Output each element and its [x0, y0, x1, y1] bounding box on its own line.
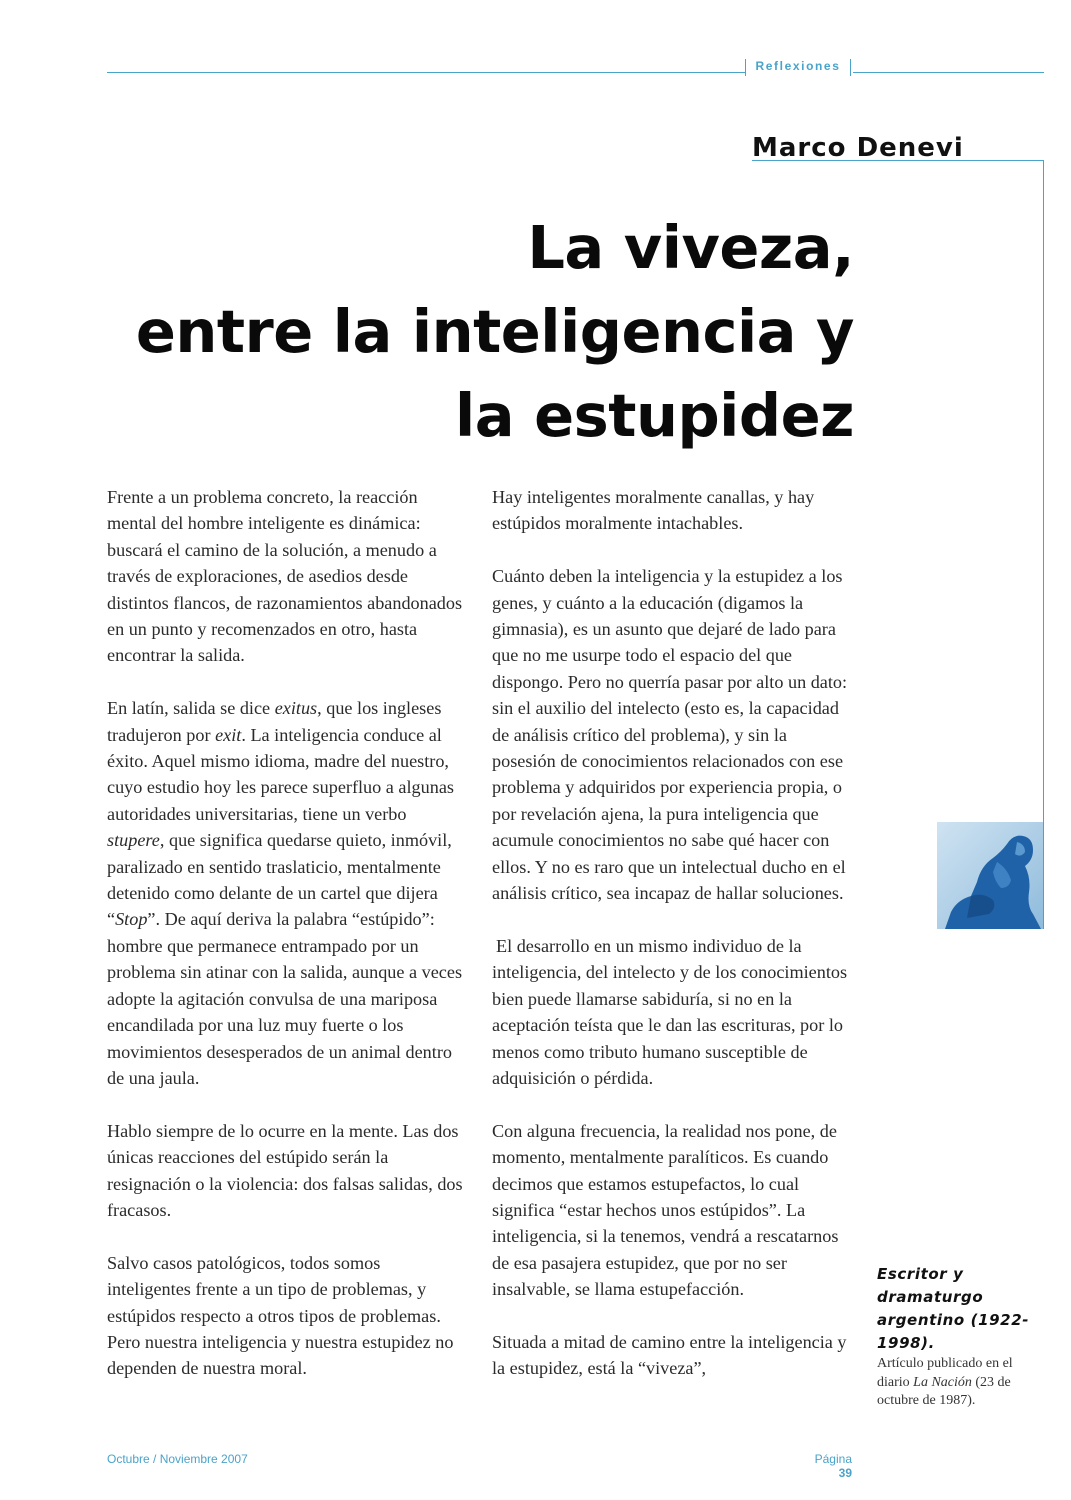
caption-body: Artículo publicado en el diario La Nación (23 de octubre de 1987). [877, 1356, 1013, 1408]
paragraph: Situada a mitad de camino entre la inteligencia y la estupidez, está la “viveza”, [492, 1331, 847, 1379]
author-caption [877, 1263, 1037, 1411]
paragraph: Hay inteligentes moralmente canallas, y hay estúpidos moralmente intachables. [492, 487, 815, 534]
paragraph: Frente a un problema concreto, la reacción mental del hombre inteligente es dinámica: buscará el camino de la solución, a menudo a través de exploraciones, de asedios desde distintos flancos, de razonamientos abandonados en un punto y recomenzados en otro, hasta encontrar la salida. [107, 487, 463, 666]
title-line-3: la estupidez [455, 381, 854, 450]
paragraph: El desarrollo en un mismo individuo de la inteligencia, del intelecto y de los conocimientos bien puede llamarse sabiduría, si no en la aceptación teísta que le dan las escrituras, por lo menos como tributo humano susceptible de adquisición o pérdida. [492, 935, 848, 1088]
caption-heading: Escritor y dramaturgo argentino (1922-1998). [877, 1265, 1030, 1352]
paragraph: Cuánto deben la inteligencia y la estupidez a los genes, y cuánto a la educación (digamos la gimnasia), es un asunto que dejaré de lado para que no me usurpe todo el espacio del que dispongo. Pero no querría pasar por alto un dato: sin el auxilio del intelecto (esto es, la capacidad de análisis crítico del problema), y sin la posesión de conocimientos relacionados con ese problema y adquiridos por experiencia propia, o por revelación ajena, la pura inteligencia que acumule conocimientos no sabe qué hacer con ellos. Y no es raro que un intelectual ducho en el análisis crítico, sea incapaz de hallar soluciones. [492, 566, 848, 904]
article-title [74, 206, 854, 458]
paragraph: Hablo siempre de lo ocurre en la mente. Las dos únicas reacciones del estúpido serán la resignación o la violencia: dos falsas salidas, dos fracasos. [107, 1120, 463, 1220]
footer-date: Octubre / Noviembre 2007 [107, 1452, 248, 1466]
thinker-icon [937, 822, 1043, 929]
title-line-1: La viveza, [527, 213, 854, 282]
paragraph: Salvo casos patológicos, todos somos inteligentes frente a un tipo de problemas, y estúpidos respecto a otros tipos de problemas. Pero nuestra inteligencia y nuestra estupidez no dependen de nuestra moral. [107, 1252, 454, 1379]
section-label: Reflexiones [755, 59, 841, 73]
paragraph: Con alguna frecuencia, la realidad nos pone, de momento, mentalmente paralíticos. Es cuando decimos que estamos estupefactos, lo cual significa “estar hechos unos estúpidos”. La inteligencia, si la tenemos, vendrá a rescatarnos de esa pasajera estupidez, que por no ser insalvable, se llama estupefacción. [492, 1120, 839, 1300]
author-name: Marco Denevi [752, 133, 964, 163]
header-rule-left [107, 72, 746, 73]
header-rule-right [853, 72, 1044, 73]
article-column-right [492, 484, 852, 1382]
frame-rule-right [1043, 160, 1044, 929]
title-line-2: entre la inteligencia y [135, 297, 854, 366]
footer-page: Página 39 [814, 1452, 852, 1480]
header-divider-right [850, 59, 851, 76]
thinker-statue-photo [937, 822, 1043, 929]
paragraph: En latín, salida se dice exitus, que los ingleses tradujeron por exit. La inteligencia conduce al éxito. Aquel mismo idioma, madre del nuestro, cuyo estudio hoy les parece superfluo a algunas autoridades universitarias, tiene un verbo stupere, que significa quedarse quieto, inmóvil, paralizado en sentido traslaticio, mentalmente detenido como delante de un cartel que dijera “Stop”. De aquí deriva la palabra “estúpido”: hombre que permanece entrampado por un problema sin atinar con la salida, aunque a veces adopte la agitación convulsa de una mariposa encandilada por una luz muy fuerte o los movimientos desesperados de un animal dentro de una jaula. [107, 698, 463, 1088]
article-column-left [107, 484, 467, 1382]
